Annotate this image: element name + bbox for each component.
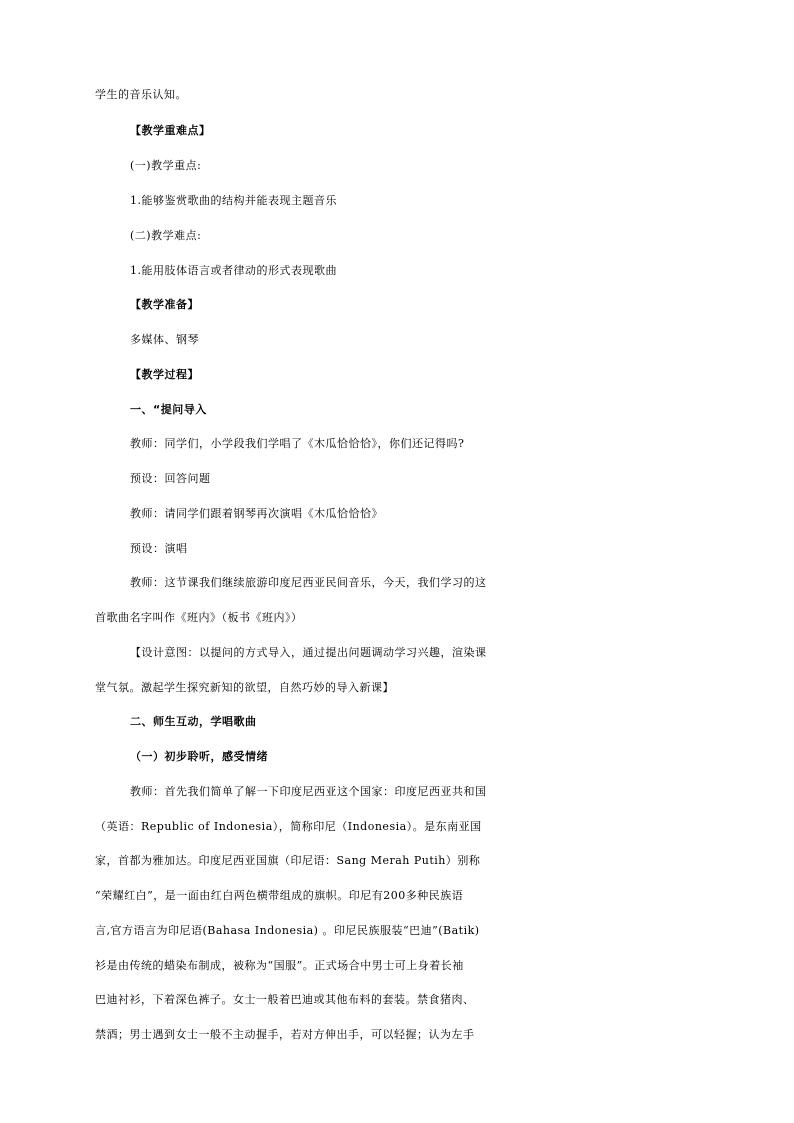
text-line: 1.能够鉴赏歌曲的结构并能表现主题音乐 <box>130 194 337 207</box>
section-heading: 【教学重难点】 <box>130 124 211 137</box>
text-line: 堂气氛。激起学生探究新知的欲望，自然巧妙的导入新课】 <box>95 681 394 694</box>
text-line: 家，首都为雅加达。印度尼西亚国旗（印尼语：Sang Merah Putih）别称 <box>95 854 481 867</box>
subheading: （一）初步聆听，感受情绪 <box>130 750 268 763</box>
text-line: 首歌曲名字叫作《班内》（板书《班内》） <box>95 611 303 624</box>
text-line: 预设：回答问题 <box>130 472 211 485</box>
text-line: 教师：请同学们跟着钢琴再次演唱《木瓜恰恰恰》 <box>130 507 383 520</box>
text-line: 【设计意图：以提问的方式导入，通过提出问题调动学习兴趣，渲染课 <box>130 646 487 659</box>
text-line: 1.能用肢体语言或者律动的形式表现歌曲 <box>130 264 337 277</box>
subheading: (一)教学重点: <box>130 159 202 172</box>
text-line: 教师：首先我们简单了解一下印度尼西亚这个国家：印度尼西亚共和国 <box>130 785 487 798</box>
text-line: （英语：Republic of Indonesia），简称印尼（Indonesia）。是东南亚国 <box>95 820 482 833</box>
text-line: 预设：演唱 <box>130 542 188 555</box>
text-line: 言,官方语言为印尼语(Bahasa Indonesia) 。印尼民族服装“巴迪”(Batik) <box>95 924 480 937</box>
section-heading: 【教学准备】 <box>130 298 199 311</box>
text-line: 巴迪衬衫，下着深色裤子。女士一般着巴迪或其他布料的套装。禁食猪肉、 <box>95 993 475 1006</box>
text-line: “荣耀红白”，是一面由红白两色横带组成的旗帜。印尼有200多种民族语 <box>95 889 464 902</box>
section-heading: 【教学过程】 <box>130 368 199 381</box>
subheading: 一、“提问导入 <box>130 403 207 416</box>
text-line: 衫是由传统的蜡染布制成，被称为“国服”。正式场合中男士可上身着长袖 <box>95 959 464 972</box>
text-line: 禁酒；男士遇到女士一般不主动握手，若对方伸出手，可以轻握；认为左手 <box>95 1028 475 1041</box>
subheading: (二)教学难点: <box>130 229 202 242</box>
text-line: 多媒体、钢琴 <box>130 333 199 346</box>
text-line: 教师：这节课我们继续旅游印度尼西亚民间音乐，今天，我们学习的这 <box>130 576 487 589</box>
subheading: 二、师生互动，学唱歌曲 <box>130 715 257 728</box>
text-line: 学生的音乐认知。 <box>95 88 187 101</box>
text-line: 教师：同学们，小学段我们学唱了《木瓜恰恰恰》，你们还记得吗? <box>130 437 465 450</box>
